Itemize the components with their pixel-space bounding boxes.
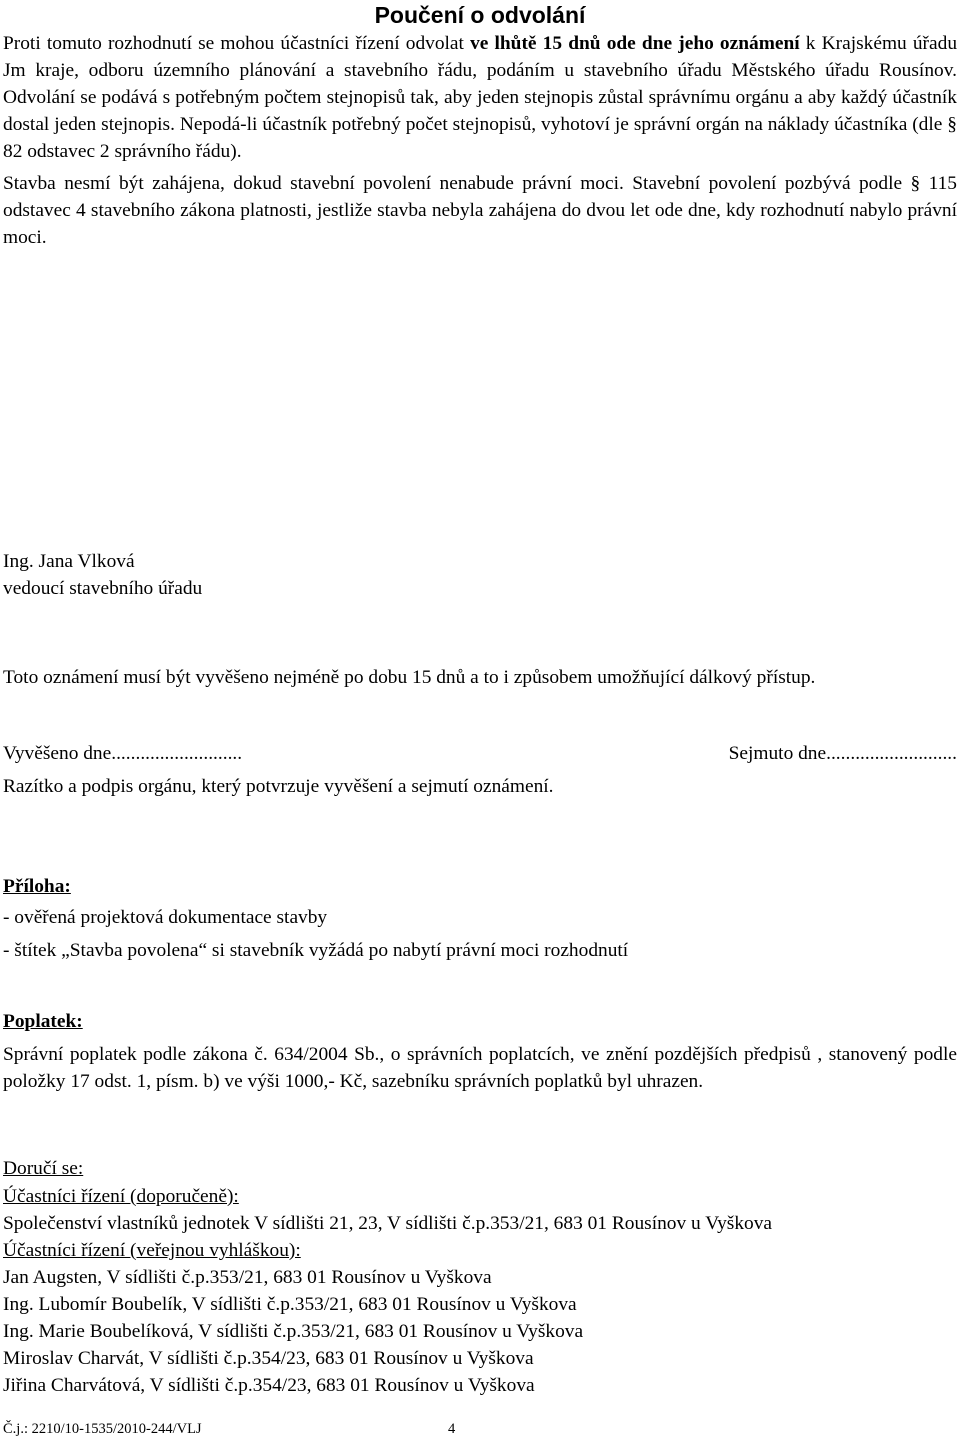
delivery-group-registered: Účastníci řízení (doporučeně):	[3, 1186, 239, 1207]
appeal-paragraph	[3, 30, 957, 165]
attachment-heading: Příloha:	[3, 876, 71, 897]
appeal-text-start: Proti tomuto rozhodnutí se mohou účastníci řízení odvolat	[3, 33, 471, 54]
recipient: Společenství vlastníků jednotek V sídlišti 21, 23, V sídlišti č.p.353/21, 683 01 Rousínov u Vyškova	[3, 1213, 773, 1234]
recipient: Miroslav Charvát, V sídlišti č.p.354/23, 683 01 Rousínov u Vyškova	[3, 1348, 534, 1369]
attachment-section	[3, 873, 957, 964]
signatory-role: vedoucí stavebního úřadu	[3, 578, 203, 599]
posted-date: Vyvěšeno dne...........................	[3, 743, 243, 764]
validity-paragraph: Stavba nesmí být zahájena, dokud stavební povolení nenabude právní moci. Stavební povolení pozbývá podle § 115 odstavec 4 stavebního zákona platnosti, jestliže stavba nebyla zahájena do dvou let ode dne, kdy rozhodnutí nabylo právní moci.	[3, 173, 957, 248]
appeal-text-end: k Krajskému úřadu Jm kraje, odboru územního plánování a stavebního řádu, podáním u stavebního úřadu Městského úřadu Rousínov. Odvolání se podává s potřebným počtem stejnopisů tak, aby jeden stejnopis zůstal správnímu orgánu a aby každý účastník dostal jeden stejnopis. Nepodá-li účastník potřebný počet stejnopisů, vyhotoví je správní orgán na náklady účastníka (dle § 82 odstavec 2 správního řádu).	[3, 33, 958, 162]
signature-block	[3, 548, 202, 602]
stamp-note: Razítko a podpis orgánu, který potvrzuje vyvěšení a sejmutí oznámení.	[3, 776, 554, 797]
reference-number: Č.j.: 2210/10-1535/2010-244/VLJ	[3, 1421, 202, 1437]
page-number: 4	[448, 1421, 456, 1437]
delivery-heading: Doručí se:	[3, 1158, 84, 1179]
appeal-deadline: ve lhůtě 15 dnů ode dne jeho oznámení	[470, 33, 800, 54]
posting-notice: Toto oznámení musí být vyvěšeno nejméně po dobu 15 dnů a to i způsobem umožňující dálkový přístup.	[3, 667, 816, 689]
document-page	[3, 0, 958, 1437]
fee-text: Správní poplatek podle zákona č. 634/2004 Sb., o správních poplatcích, ve znění pozdějších předpisů , stanovený podle položky 17 odst. 1, písm. b) ve výši 1000,- Kč, sazebníku správních poplatků byl uhrazen.	[3, 1044, 957, 1092]
recipient: Ing. Marie Boubelíková, V sídlišti č.p.353/21, 683 01 Rousínov u Vyškova	[3, 1321, 584, 1342]
attachment-item: - štítek „Stavba povolena“ si stavebník vyžádá po nabytí právní moci rozhodnutí	[3, 940, 629, 961]
signatory-name: Ing. Jana Vlková	[3, 551, 135, 572]
recipient: Jan Augsten, V sídlišti č.p.353/21, 683 01 Rousínov u Vyškova	[3, 1267, 492, 1288]
recipient: Ing. Lubomír Boubelík, V sídlišti č.p.353/21, 683 01 Rousínov u Vyškova	[3, 1294, 577, 1315]
fee-section	[3, 1008, 957, 1095]
fee-heading: Poplatek:	[3, 1011, 83, 1032]
removed-date: Sejmuto dne...........................	[728, 743, 957, 764]
recipient: Jiřina Charvátová, V sídlišti č.p.354/23, 683 01 Rousínov u Vyškova	[3, 1375, 535, 1396]
delivery-group-public: Účastníci řízení (veřejnou vyhláškou):	[3, 1240, 301, 1261]
attachment-item: - ověřená projektová dokumentace stavby	[3, 907, 328, 928]
delivery-section	[3, 1155, 957, 1399]
appeal-title: Poučení o odvolání	[374, 2, 586, 28]
